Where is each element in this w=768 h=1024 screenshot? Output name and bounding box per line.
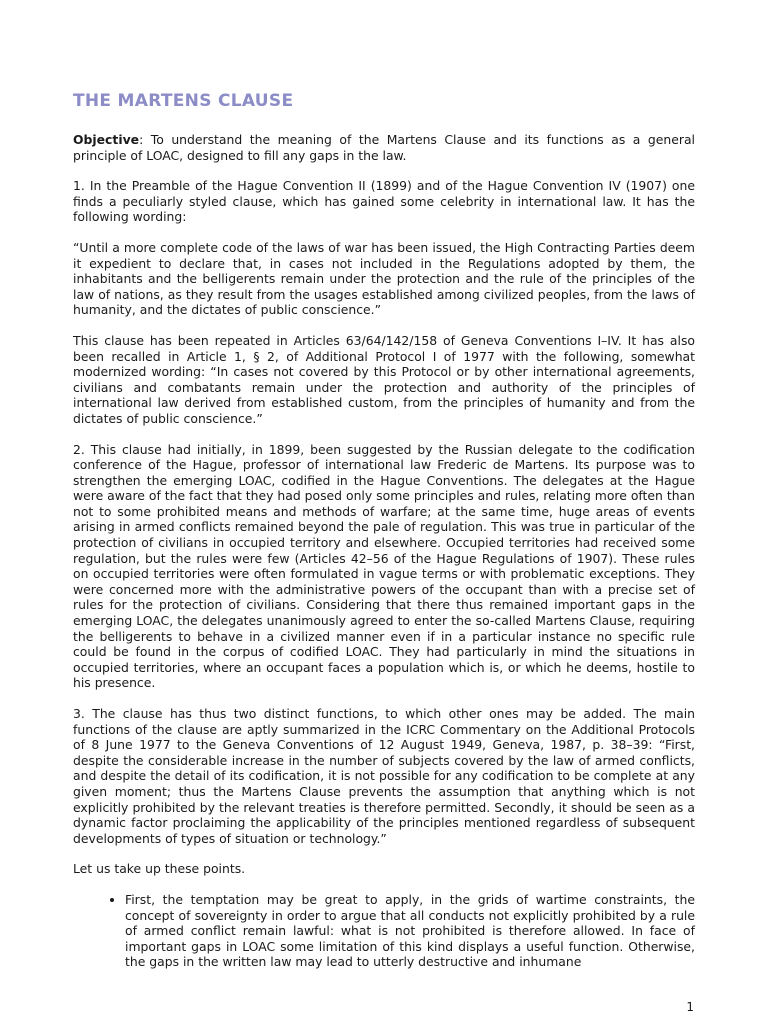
- paragraph-3: 3. The clause has thus two distinct functions, to which other ones may be added. The main functions of the clause are aptly summarized in the ICRC Commentary on the Additional Protocols of 8 June 1977 to the Geneva Conventions of 12 August 1949, Geneva, 1987, p. 38–39: “First, despite the considerable increase in the number of subjects covered by the law of armed conflicts, and despite the detail of its codification, it is not possible for any codification to be complete at any given moment; thus the Martens Clause prevents the assumption that anything which is not explicitly prohibited by the relevant treaties is therefore permitted. Secondly, it should be seen as a dynamic factor proclaiming the applicability of the principles mentioned regardless of subsequent developments of types of situation or technology.”: [73, 706, 695, 846]
- paragraph-points: Let us take up these points.: [73, 861, 246, 877]
- page-title: THE MARTENS CLAUSE: [73, 91, 294, 111]
- bullet-list: [73, 892, 695, 970]
- paragraph-1: 1. In the Preamble of the Hague Convention II (1899) and of the Hague Convention IV (1907) one finds a peculiarly styled clause, which has gained some celebrity in international law. It has the following wording:: [73, 178, 695, 225]
- objective-text: : To understand the meaning of the Martens Clause and its functions as a general principle of LOAC, designed to fill any gaps in the law.: [73, 132, 695, 163]
- quote-hague: “Until a more complete code of the laws of war has been issued, the High Contracting Parties deem it expedient to declare that, in cases not included in the Regulations adopted by them, the inhabitants and the belligerents remain under the protection and the rule of the principles of the law of nations, as they result from the usages established among civilized peoples, from the laws of humanity, and the dictates of public conscience.”: [73, 239, 695, 318]
- paragraph-repeated: This clause has been repeated in Articles 63/64/142/158 of Geneva Conventions I–IV. It has also been recalled in Article 1, § 2, of Additional Protocol I of 1977 with the following, somewhat modernized wording: “In cases not covered by this Protocol or by other international agreements, civilians and combatants remain under the protection and authority of the principles of international law derived from established custom, from the principles of humanity and from the dictates of public conscience.”: [73, 332, 695, 426]
- objective-paragraph: [73, 132, 695, 163]
- page-number: 1: [686, 1000, 694, 1014]
- paragraph-2: 2. This clause had initially, in 1899, been suggested by the Russian delegate to the codification conference of the Hague, professor of international law Frederic de Martens. Its purpose was to strengthen the emerging LOAC, codified in the Hague Conventions. The delegates at the Hague were aware of the fact that they had posed only some principles and rules, relating more often than not to some prohibited means and methods of warfare; at the same time, huge areas of events arising in armed conflicts remained beyond the pale of regulation. This was true in particular of the protection of civilians in occupied territory and elsewhere. Occupied territories had received some regulation, but the rules were few (Articles 42–56 of the Hague Regulations of 1907). These rules on occupied territories were often formulated in vague terms or with problematic exceptions. They were concerned more with the administrative powers of the occupant than with a precise set of rules for the protection of civilians. Considering that there thus remained important gaps in the emerging LOAC, the delegates unanimously agreed to enter the so-called Martens Clause, requiring the belligerents to behave in a civilized manner even if in a particular instance no specific rule could be found in the corpus of codified LOAC. They had particularly in mind the situations in occupied territories, where an occupant faces a population which is, or which he deems, hostile to his presence.: [73, 441, 695, 691]
- objective-label: Objective: [73, 132, 140, 147]
- list-item: • First, the temptation may be great to apply, in the grids of wartime constraints, the concept of sovereignty in order to argue that all conducts not explicitly prohibited by a rule of armed conflict remain lawful: what is not prohibited is therefore allowed. In face of important gaps in LOAC some limitation of this kind displays a useful function. Otherwise, the gaps in the written law may lead to utterly destructive and inhumane: [125, 892, 695, 970]
